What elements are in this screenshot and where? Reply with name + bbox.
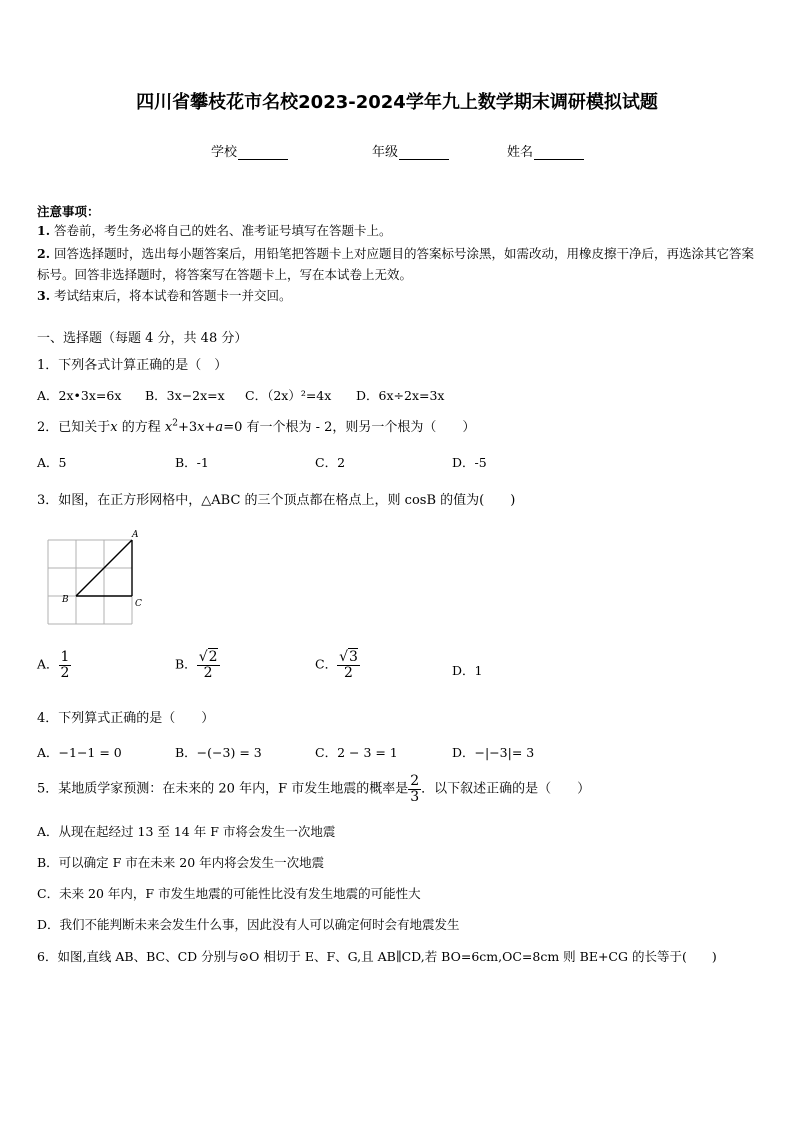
school-label: 学校	[211, 145, 238, 160]
section-heading: 一、选择题（每题 4 分，共 48 分）	[37, 331, 248, 346]
q4-option-c: C．2 − 3 = 1	[315, 745, 398, 760]
school-field	[211, 141, 288, 160]
q3-stem: 3．如图，在正方形网格中，△ABC 的三个顶点都在格点上，则 cosB 的值为( )	[37, 493, 516, 508]
notice-item-2: 2. 回答选择题时，选出每小题答案后，用铅笔把答题卡上对应题目的答案标号涂黑，如需改动，用橡皮擦干净后，再选涂其它答案标号。回答非选择题时，将答案写在答题卡上，写在本试卷上无效。	[37, 246, 755, 282]
q5-option-a: A．从现在起经过 13 至 14 年 F 市将会发生一次地震	[37, 824, 336, 839]
q6-stem: 6．如图,直线 AB、BC、CD 分别与⊙O 相切于 E、F、G,且 AB∥CD,若 BO=6cm,OC=8cm 则 BE+CG 的长等于( )	[37, 949, 717, 964]
name-field	[507, 141, 584, 160]
q2-option-d: D．-5	[452, 455, 487, 470]
q2-option-a: A．5	[37, 455, 67, 470]
q4-option-b: B．−(−3) = 3	[175, 745, 262, 760]
q5-option-d: D．我们不能判断未来会发生什么事，因此没有人可以确定何时会有地震发生	[37, 917, 460, 932]
grade-label: 年级	[372, 145, 399, 160]
q2-option-c: C．2	[315, 455, 346, 470]
q3-option-c: C． $\frac{√3}{2}$	[315, 649, 358, 681]
q1-option-c: C．（2x）²=4x	[245, 388, 332, 403]
q4-stem: 4．下列算式正确的是（ ）	[37, 711, 215, 726]
q3-grid-figure	[44, 530, 149, 630]
q4-option-d: D．−|−3|= 3	[452, 745, 535, 760]
q2-stem: 2．已知关于x 的方程 $x^2+3x+a=0$ 有一个根为 - 2，则另一个根为（ ）	[37, 418, 476, 435]
q3-option-a: A． $\frac{1}{2}$	[37, 649, 70, 681]
q3-option-d: D．1	[452, 663, 483, 678]
name-label: 姓名	[507, 145, 534, 160]
q3-option-b: B． $\frac{√2}{2}$	[175, 649, 218, 681]
name-blank	[534, 145, 584, 160]
vertex-c-label: C	[135, 599, 142, 609]
notice-heading: 注意事项：	[37, 204, 100, 219]
q5-option-c: C．未来 20 年内，F 市发生地震的可能性比没有发生地震的可能性大	[37, 886, 421, 901]
q5-stem: 5．某地质学家预测：在未来的 20 年内，F 市发生地震的概率是 $\frac{2}{3}$ ．以下叙述正确的是（ ）	[37, 773, 591, 805]
q5-option-b: B．可以确定 F 市在未来 20 年内将会发生一次地震	[37, 855, 325, 870]
grade-blank	[399, 145, 449, 160]
notice-item-3: 3. 考试结束后，将本试卷和答题卡一并交回。	[37, 288, 292, 303]
q2-option-b: B．-1	[175, 455, 209, 470]
q4-option-a: A．−1−1 = 0	[37, 745, 122, 760]
vertex-b-label: B	[62, 595, 69, 605]
q1-option-b: B．3x−2x=x	[145, 388, 225, 403]
vertex-a-label: A	[132, 530, 139, 540]
school-blank	[238, 145, 288, 160]
q1-stem: 1．下列各式计算正确的是（ ）	[37, 358, 228, 373]
notice-item-1: 1. 答卷前，考生务必将自己的姓名、准考证号填写在答题卡上。	[37, 223, 392, 238]
q1-option-d: D．6x÷2x=3x	[356, 388, 445, 403]
grade-field	[372, 141, 449, 160]
q1-option-a: A．2x•3x=6x	[37, 388, 122, 403]
page-title: 四川省攀枝花市名校2023-2024学年九上数学期末调研模拟试题	[136, 92, 658, 113]
